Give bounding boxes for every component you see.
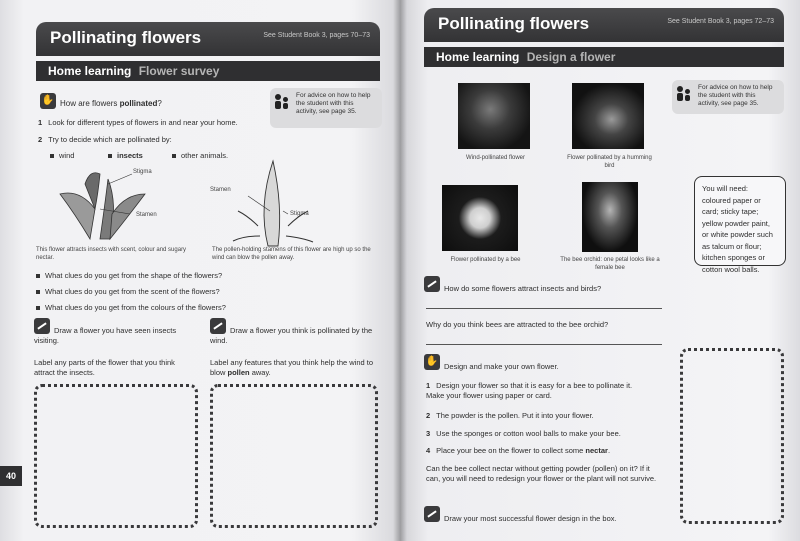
hand-icon-right: ✋: [424, 354, 440, 370]
design-step-4-end: .: [607, 446, 611, 455]
design-step-3-text: Use the sponges or cotton wool balls to make your bee.: [436, 429, 621, 438]
parent-icon-right: [677, 86, 691, 102]
design-step-3-number: 3: [426, 429, 431, 438]
left-title-bar: [36, 22, 380, 56]
diagram1-stigma-label: Stigma: [133, 169, 152, 175]
clue-1: [36, 271, 222, 281]
option-other-animals: [172, 151, 228, 161]
photo-wind-flower: [458, 83, 530, 149]
clue-2-text: What clues do you get from the scent of the flowers?: [45, 287, 220, 296]
question-text: How are flowers: [60, 99, 120, 108]
right-title-bar: [424, 8, 784, 42]
caption-wind-flower: The pollen-holding stamens of this flower are high up so the wind can blow the pollen away.: [212, 247, 371, 261]
step-2-text: Try to decide which are pollinated by:: [48, 135, 172, 144]
step-2: [38, 135, 172, 145]
left-sub-bar: [36, 61, 380, 81]
drawing-box-wind-flower[interactable]: [210, 384, 378, 528]
design-step-1-text: Design your flower so that it is easy for a bee to pollinate it. Make your flower using paper or card.: [426, 381, 633, 400]
diagram2-stigma-label: Stigma: [290, 211, 309, 217]
student-book-reference: See Student Book 3, pages 70–73: [263, 32, 370, 39]
advice-text-right: For advice on how to help the student with this activity, see page 35.: [698, 84, 773, 107]
caption-bee: Flower pollinated by a bee: [450, 257, 521, 263]
step-1: [38, 118, 238, 128]
option-wind: [50, 151, 74, 161]
step-1-text: Look for different types of flowers in and near your home.: [48, 118, 238, 127]
design-step-4: [426, 446, 656, 456]
wind-flower-diagram: [228, 156, 318, 248]
you-will-need-box: You will need: coloured paper or card; sticky tape; yellow powder paint, or white powder such as talcum or flour; kitchen sponges or cotton wool balls.: [694, 176, 786, 266]
step-1-number: 1: [38, 118, 43, 127]
caption-insect-flower: This flower attracts insects with scent, colour and sugary nectar.: [36, 247, 187, 261]
final-question: Can the bee collect nectar without getting powder (pollen) on it? If it can, you will need to redesign your flower or the plant will not survive.: [426, 464, 657, 483]
clue-1-text: What clues do you get from the shape of the flowers?: [45, 271, 223, 280]
step-2-number: 2: [38, 135, 43, 144]
task-right-1: Draw a flower you think is pollinated by the wind.: [210, 326, 373, 345]
photo-hummingbird-flower: [572, 83, 644, 149]
sub-title-accent: Flower survey: [138, 64, 220, 78]
design-step-2-text: The powder is the pollen. Put it into your flower.: [436, 411, 594, 420]
question-bee-orchid: Why do you think bees are attracted to the bee orchid?: [426, 320, 609, 329]
page-number: 40: [0, 466, 22, 486]
hand-icon: ✋: [40, 93, 56, 109]
final-task: Draw your most successful flower design in the box.: [444, 514, 617, 523]
photo-bee-flower: [442, 185, 518, 251]
diagram2-stamen-label: Stamen: [210, 187, 231, 193]
design-step-2: [426, 411, 646, 421]
advice-text: For advice on how to help the student with this activity, see page 35.: [296, 92, 371, 115]
design-step-4-number: 4: [426, 446, 431, 455]
caption-wind-pollinated: Wind-pollinated flower: [465, 155, 526, 161]
sub-title-accent-right: Design a flower: [526, 50, 616, 64]
answer-line-2[interactable]: [426, 344, 662, 345]
page-title-right: Pollinating flowers: [438, 14, 590, 33]
task-left-1: Draw a flower you have seen insects visiting.: [34, 326, 177, 345]
sub-title: Home learning: [48, 64, 132, 78]
task-right-2-end: away.: [249, 368, 271, 377]
advice-box: [270, 88, 382, 128]
pencil-icon-right-2: [424, 506, 440, 522]
design-step-2-number: 2: [426, 411, 431, 420]
option-insects-label: insects: [117, 151, 143, 160]
page-title: Pollinating flowers: [50, 28, 202, 47]
diagram1-stamen-label: Stamen: [136, 212, 157, 218]
parent-icon: [275, 94, 289, 110]
task-right-2-text: Label any features that you think help the wind to blow: [210, 358, 374, 377]
photo-bee-orchid: [582, 182, 638, 252]
caption-hummingbird: Flower pollinated by a humming bird: [567, 155, 652, 169]
task-left-2: Label any parts of the flower that you think attract the insects.: [34, 358, 175, 377]
clue-3-text: What clues do you get from the colours of the flowers?: [45, 303, 226, 312]
advice-box-right: [672, 80, 784, 114]
question-bold: pollinated: [119, 99, 158, 108]
question-attract: How do some flowers attract insects and birds?: [444, 284, 602, 293]
book-gutter: [393, 0, 407, 541]
option-wind-label: wind: [59, 151, 75, 160]
drawing-box-flower-design[interactable]: [680, 348, 784, 524]
clue-3: [36, 303, 226, 313]
answer-line-1[interactable]: [426, 308, 662, 309]
sub-title-right: Home learning: [436, 50, 520, 64]
task-right-2: [210, 358, 380, 378]
clue-2: [36, 287, 220, 297]
design-heading: Design and make your own flower.: [444, 362, 559, 371]
drawing-box-insect-flower[interactable]: [34, 384, 198, 528]
caption-bee-orchid: The bee orchid: one petal looks like a female bee: [560, 257, 660, 271]
task-right-2-bold: pollen: [227, 368, 250, 377]
design-step-1: [426, 381, 636, 401]
design-step-1-number: 1: [426, 381, 431, 390]
question-end: ?: [157, 99, 162, 108]
design-step-4-text: Place your bee on the flower to collect some: [436, 446, 586, 455]
right-sub-bar: [424, 47, 784, 67]
right-page: [400, 0, 800, 541]
design-step-3: [426, 429, 656, 439]
option-insects: [108, 151, 143, 161]
design-step-4-bold: nectar: [585, 446, 608, 455]
question-heading: [60, 99, 162, 109]
insect-flower-diagram: [50, 164, 170, 244]
option-other-animals-label: other animals.: [181, 151, 229, 160]
pencil-icon-right-1: [424, 276, 440, 292]
student-book-reference-right: See Student Book 3, pages 72–73: [667, 18, 774, 25]
